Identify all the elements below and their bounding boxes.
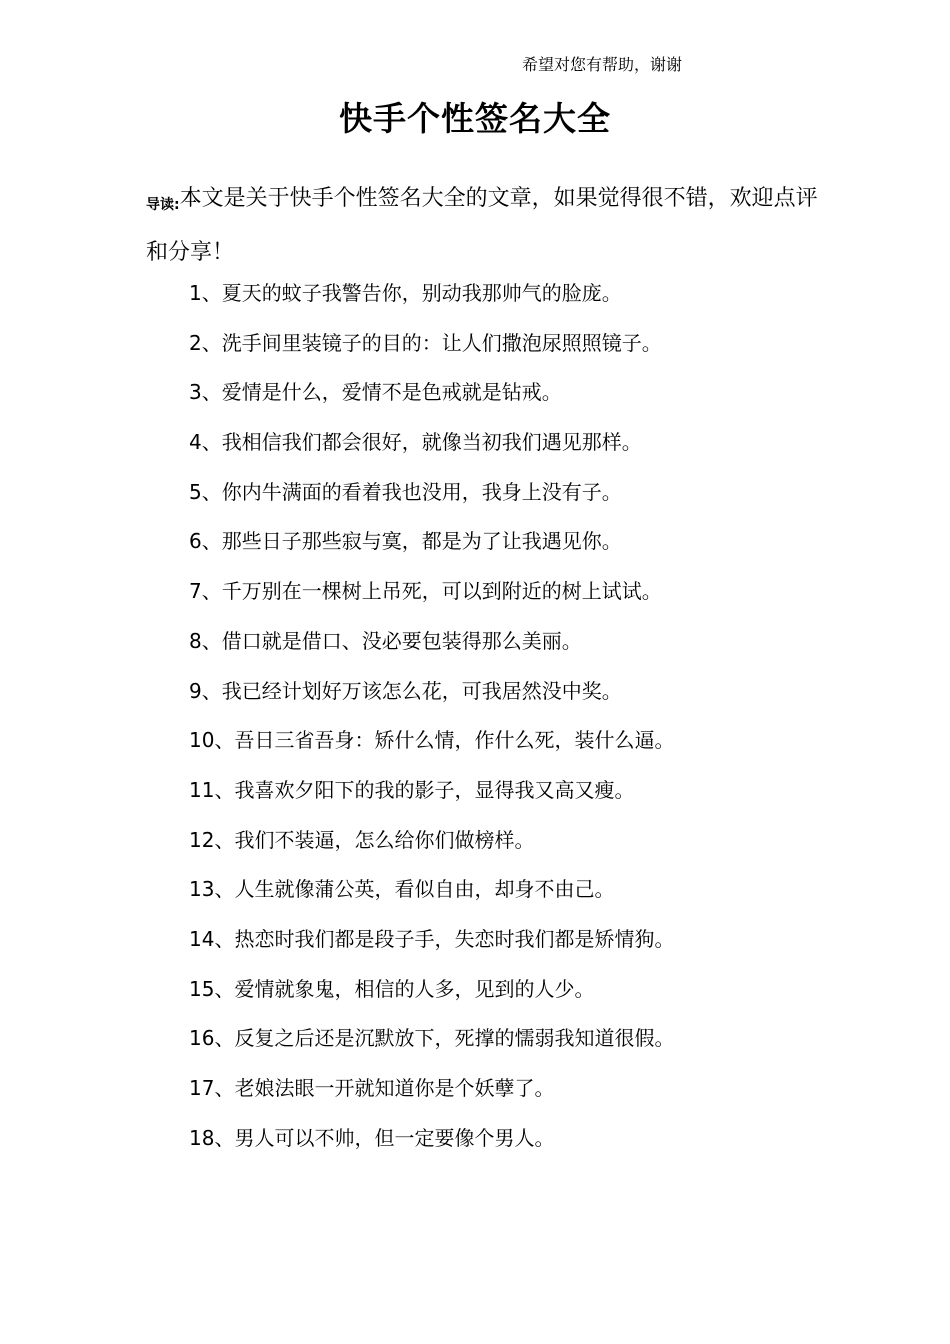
header-note: 希望对您有帮助，谢谢: [522, 55, 683, 74]
list-item: 3、爱情是什么，爱情不是色戒就是钻戒。: [189, 380, 562, 405]
list-item: 6、那些日子那些寂与寞，都是为了让我遇见你。: [189, 529, 622, 554]
list-item: 4、我相信我们都会很好，就像当初我们遇见那样。: [189, 430, 642, 455]
list-item: 7、千万别在一棵树上吊死，可以到附近的树上试试。: [189, 579, 662, 604]
list-item: 8、借口就是借口、没必要包装得那么美丽。: [189, 628, 582, 653]
list-item: 1、夏天的蚊子我警告你，别动我那帅气的脸庞。: [189, 281, 622, 305]
list-item: 15、爱情就象鬼，相信的人多，见到的人少。: [189, 976, 595, 1001]
list-item: 13、人生就像蒲公英，看似自由，却身不由己。: [189, 877, 615, 902]
list-item: 18、男人可以不帅，但一定要像个男人。: [189, 1125, 555, 1150]
document-title: 快手个性签名大全: [339, 99, 611, 138]
list-item: 10、吾日三省吾身：矫什么情，作什么死，装什么逼。: [189, 728, 675, 753]
list-item: 5、你内牛满面的看着我也没用，我身上没有子。: [189, 479, 622, 504]
list-item: 11、我喜欢夕阳下的我的影子，显得我又高又瘦。: [189, 777, 635, 802]
intro-paragraph: [146, 175, 826, 277]
intro-text: 本文是关于快手个性签名大全的文章，如果觉得很不错，欢迎点评和分享！: [146, 186, 818, 265]
list-item: 12、我们不装逼，怎么给你们做榜样。: [189, 827, 535, 852]
list-item: 14、热恋时我们都是段子手，失恋时我们都是矫情狗。: [189, 926, 675, 951]
list-item: 9、我已经计划好万该怎么花，可我居然没中奖。: [189, 678, 622, 703]
list-item: 16、反复之后还是沉默放下，死撑的懦弱我知道很假。: [189, 1026, 675, 1051]
signature-list: [189, 275, 674, 1169]
list-item: 2、洗手间里装镜子的目的：让人们撒泡尿照照镜子。: [189, 330, 662, 355]
list-item: 17、老娘法眼一开就知道你是个妖孽了。: [189, 1076, 555, 1100]
intro-label: 导读:: [146, 197, 180, 213]
